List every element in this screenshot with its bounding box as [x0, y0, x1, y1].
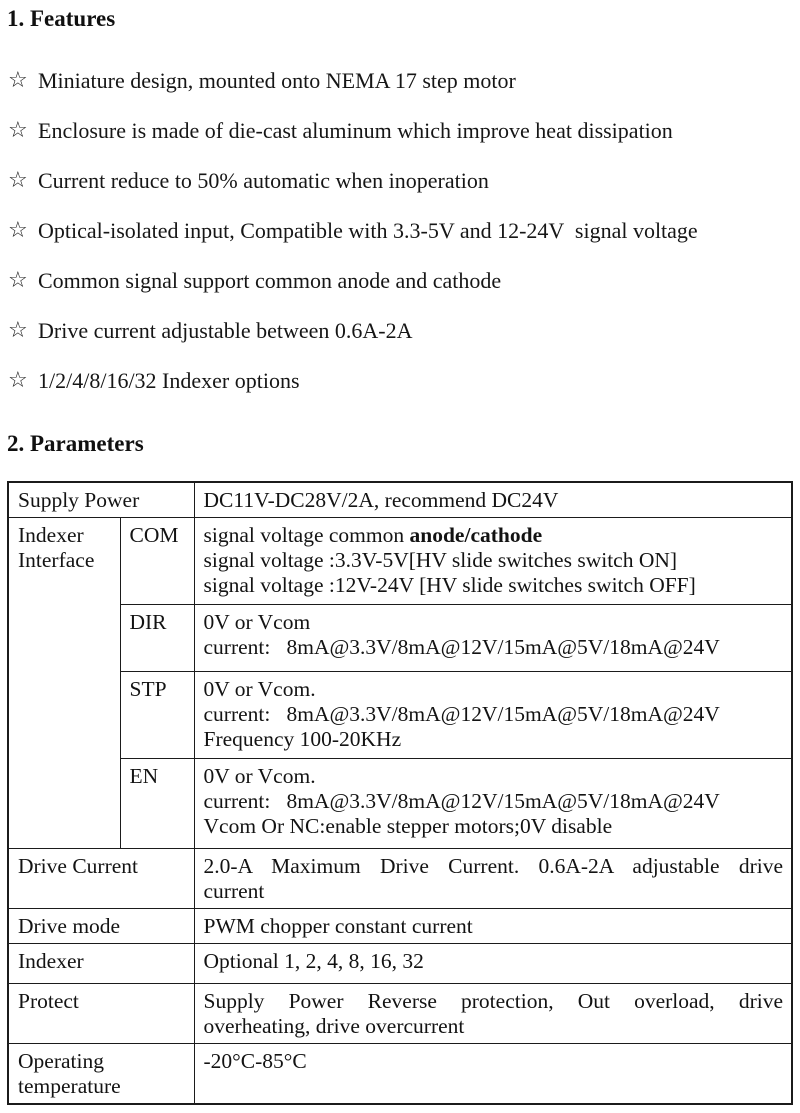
feature-text: 1/2/4/8/16/32 Indexer options — [38, 368, 300, 393]
feature-text: Optical-isolated input, Compatible with 3.3-5V and 12-24V signal voltage — [38, 218, 698, 243]
drive-current-label: Drive Current — [8, 849, 194, 909]
table-row-supply-power — [8, 482, 792, 518]
protect-line1: Supply Power Reverse protection, Out overload, drive — [203, 989, 783, 1013]
feature-text: Common signal support common anode and cathode — [38, 268, 502, 293]
feature-item — [7, 367, 793, 394]
feature-item — [7, 167, 793, 194]
protect-line2: overheating, drive overcurrent — [203, 1014, 465, 1038]
feature-item — [7, 267, 793, 294]
table-row-dir — [8, 605, 792, 672]
dir-label: DIR — [120, 605, 194, 672]
drive-current-line2: current — [203, 879, 265, 903]
stp-label: STP — [120, 672, 194, 759]
drive-current-line1: 2.0-A Maximum Drive Current. 0.6A-2A adjustable drive — [203, 854, 783, 878]
com-line2: signal voltage :3.3V-5V[HV slide switches switch ON] — [203, 548, 678, 572]
indexer-label: Indexer — [8, 944, 194, 984]
feature-item — [7, 217, 793, 244]
com-value — [194, 518, 792, 605]
drive-mode-label: Drive mode — [8, 909, 194, 944]
star-bullet-icon: ☆ — [8, 218, 28, 243]
feature-text: Enclosure is made of die-cast aluminum which improve heat dissipation — [38, 118, 673, 143]
features-list — [7, 67, 793, 394]
table-row-operating-temperature — [8, 1044, 792, 1105]
table-row-drive-current — [8, 849, 792, 909]
supply-power-value: DC11V-DC28V/2A, recommend DC24V — [194, 482, 792, 518]
stp-line3: Frequency 100-20KHz — [203, 727, 402, 751]
dir-line1: 0V or Vcom — [203, 610, 311, 634]
com-line1 — [204, 523, 784, 548]
table-row-com — [8, 518, 792, 605]
table-row-indexer — [8, 944, 792, 984]
com-line3: signal voltage :12V-24V [HV slide switches switch OFF] — [203, 573, 696, 597]
en-value — [194, 759, 792, 849]
star-bullet-icon: ☆ — [8, 368, 28, 393]
star-bullet-icon: ☆ — [8, 268, 28, 293]
com-line1-bold: anode/cathode — [409, 523, 543, 547]
feature-text: Drive current adjustable between 0.6A-2A — [38, 318, 413, 343]
stp-value — [194, 672, 792, 759]
feature-item — [7, 317, 793, 344]
feature-item — [7, 117, 793, 144]
drive-mode-value: PWM chopper constant current — [194, 909, 792, 944]
stp-line2: current: 8mA@3.3V/8mA@12V/15mA@5V/18mA@24V — [203, 702, 720, 726]
star-bullet-icon: ☆ — [8, 318, 28, 343]
star-bullet-icon: ☆ — [8, 118, 28, 143]
indexer-value: Optional 1, 2, 4, 8, 16, 32 — [194, 944, 792, 984]
dir-value — [194, 605, 792, 672]
protect-value — [194, 984, 792, 1044]
en-label: EN — [120, 759, 194, 849]
indexer-interface-label: Indexer Interface — [8, 518, 120, 849]
feature-item — [7, 67, 793, 94]
star-bullet-icon: ☆ — [8, 68, 28, 93]
parameters-heading: 2. Parameters — [7, 431, 144, 456]
dir-line2: current: 8mA@3.3V/8mA@12V/15mA@5V/18mA@24V — [203, 635, 720, 659]
feature-text: Miniature design, mounted onto NEMA 17 step motor — [38, 68, 516, 93]
com-line1-text: signal voltage common — [203, 523, 410, 547]
parameters-table — [7, 481, 793, 1105]
en-line3: Vcom Or NC:enable stepper motors;0V disable — [203, 814, 613, 838]
en-line1: 0V or Vcom. — [203, 764, 316, 788]
supply-power-label: Supply Power — [8, 482, 194, 518]
features-heading: 1. Features — [7, 6, 116, 31]
operating-temperature-label: Operating temperature — [8, 1044, 194, 1105]
drive-current-value — [194, 849, 792, 909]
protect-label: Protect — [8, 984, 194, 1044]
table-row-protect — [8, 984, 792, 1044]
feature-text: Current reduce to 50% automatic when inoperation — [38, 168, 489, 193]
star-bullet-icon: ☆ — [8, 168, 28, 193]
table-row-stp — [8, 672, 792, 759]
en-line2: current: 8mA@3.3V/8mA@12V/15mA@5V/18mA@24V — [203, 789, 720, 813]
table-row-en — [8, 759, 792, 849]
com-label: COM — [120, 518, 194, 605]
operating-temperature-value: -20°C-85°C — [194, 1044, 792, 1105]
table-row-drive-mode — [8, 909, 792, 944]
stp-line1: 0V or Vcom. — [203, 677, 316, 701]
